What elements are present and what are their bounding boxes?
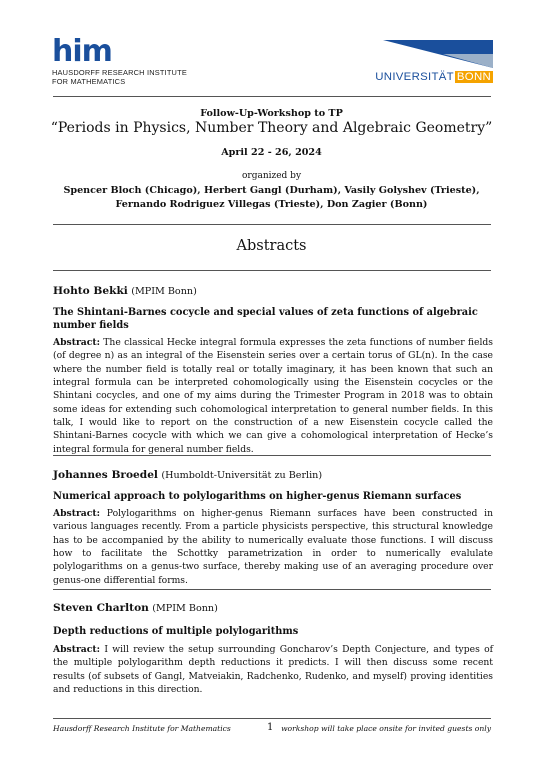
- talk-rule: [53, 455, 491, 456]
- speaker-name: Johannes Broedel: [53, 469, 158, 481]
- bonn-logo-text: [375, 71, 493, 83]
- talk-title: Depth reductions of multiple polylogarithms: [53, 626, 299, 637]
- bonn-city-word: BONN: [456, 71, 491, 83]
- abstract-text: Polylogarithms on higher-genus Riemann surfaces have been constructed in various languages recently. From a particle physicists perspective, this structural knowledge has to be accompanied by the ability to numerically evaluate those functions. I will discuss how to facilitate the Schottky parametrization in order to numerically evalulate polylogarithms on a genus-two surface, thereby making use of an averaging procedure over genus-one differential forms.: [53, 508, 494, 586]
- him-wordmark: him: [52, 34, 112, 69]
- speaker-affiliation: (Humboldt-Universität zu Berlin): [161, 470, 323, 481]
- footer-institute: Hausdorff Research Institute for Mathematics: [53, 724, 231, 733]
- speaker-name: Steven Charlton: [53, 602, 149, 614]
- talk-rule: [53, 589, 491, 590]
- event-title: “Periods in Physics, Number Theory and Algebraic Geometry”: [50, 120, 493, 136]
- speaker-heading: [53, 285, 197, 297]
- organizers-line2: Fernando Rodriguez Villegas (Trieste), Don Zagier (Bonn): [115, 199, 428, 210]
- speaker-heading: [53, 469, 322, 481]
- bonn-university-word: UNIVERSITÄT: [375, 71, 454, 83]
- section-rule: [53, 270, 491, 271]
- talk-title: The Shintani-Barnes cocycle and special values of zeta functions of algebraic number fields: [53, 307, 478, 331]
- university-bonn-logo: [375, 40, 493, 86]
- him-line1: HAUSDORFF RESEARCH INSTITUTE: [52, 68, 187, 77]
- abstract-text: The classical Hecke integral formula expresses the zeta functions of number fields (of degree n) as an integral of the Eisenstein series over a certain torus of GL(n). In the case where the number field is totally real or totally imaginary, it has been known that such an integral formula can be interpreted cohomologically using the Eisenstein cocycles or the Shintani cocycles, and one of my aims during the Trimester Program in 2018 was to obtain some ideas for extending such cohomological interpretation to general number fields. In this talk, I would like to report on the construction of a new Eisenstein cocycle called the Shintani-Barnes cocycle with which we can give a cohomological interpretation of Hecke’s integral formula for general number fields.: [53, 337, 493, 455]
- header-rule: [53, 96, 491, 97]
- talk-abstract: [53, 336, 493, 456]
- event-kicker: Follow-Up-Workshop to TP: [200, 108, 343, 119]
- footer-rule: [53, 718, 491, 719]
- abstract-label: Abstract:: [53, 337, 100, 348]
- him-line2: FOR MATHEMATICS: [52, 77, 126, 86]
- talk-title: Numerical approach to polylogarithms on higher-genus Riemann surfaces: [53, 491, 462, 502]
- abstract-text: I will review the setup surrounding Goncharov’s Depth Conjecture, and types of the multiple polylogarithm depth reductions it predicts. I will then discuss some recent results (of subsets of Gangl, Matveiakin, Radchenko, Rudenko, and myself) proving identities and reductions in this direction.: [53, 644, 494, 696]
- footer-note: workshop will take place onsite for invited guests only: [281, 724, 491, 733]
- abstract-label: Abstract:: [53, 508, 100, 519]
- bonn-logo-triangle-icon: [381, 40, 493, 70]
- organized-by-label: organized by: [241, 171, 302, 181]
- speaker-affiliation: (MPIM Bonn): [131, 286, 197, 297]
- speaker-affiliation: (MPIM Bonn): [152, 603, 218, 614]
- event-dates: April 22 - 26, 2024: [221, 147, 322, 158]
- him-logo: [52, 34, 187, 86]
- speaker-heading: [53, 602, 218, 614]
- abstract-label: Abstract:: [53, 644, 100, 655]
- page-number: 1: [267, 722, 274, 733]
- talk-abstract: [53, 507, 493, 587]
- talk-abstract: [53, 643, 493, 696]
- speaker-name: Hohto Bekki: [53, 285, 128, 297]
- organizers-line1: Spencer Bloch (Chicago), Herbert Gangl (Durham), Vasily Golyshev (Trieste),: [63, 185, 480, 196]
- section-title: Abstracts: [236, 238, 307, 254]
- event-rule: [53, 224, 491, 225]
